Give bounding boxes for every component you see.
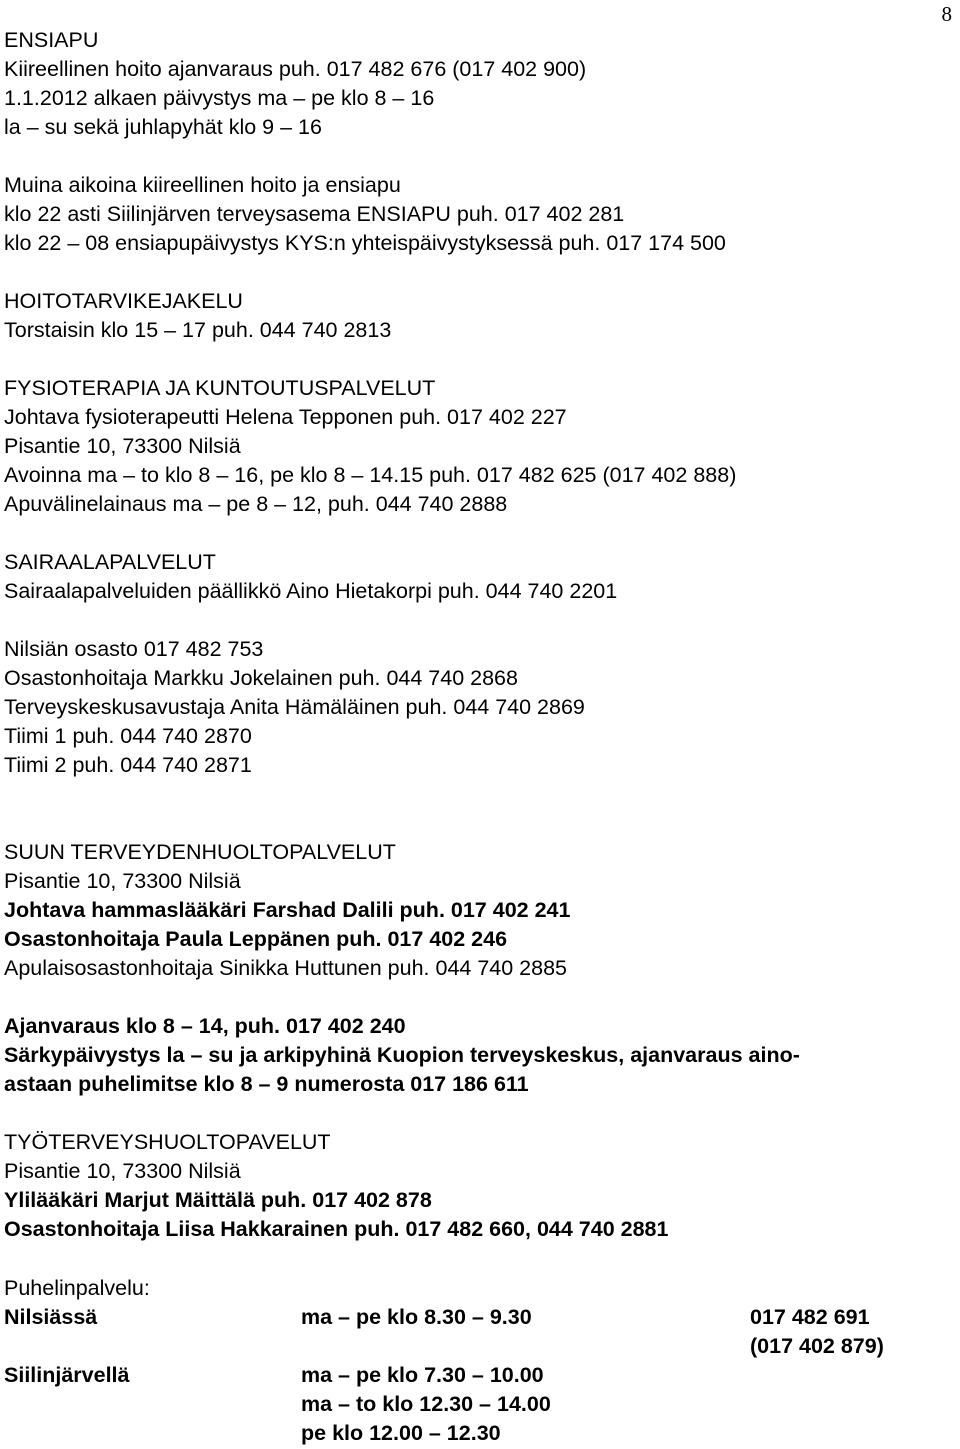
fysio-line: Pisantie 10, 73300 Nilsiä [4, 434, 241, 458]
suun-bold-line: Osastonhoitaja Paula Leppänen puh. 017 402 246 [4, 927, 508, 951]
puhelin-phone-nilsia: 017 482 691 [750, 1305, 870, 1329]
hoitotarvike-heading: HOITOTARVIKEJAKELU [4, 289, 243, 313]
sairaala-line: Osastonhoitaja Markku Jokelainen puh. 044 740 2868 [4, 666, 518, 690]
sairaala-line: Terveyskeskusavustaja Anita Hämäläinen puh. 044 740 2869 [4, 695, 585, 719]
puhelin-time-siilinjarvi: ma – to klo 12.30 – 14.00 [301, 1392, 551, 1416]
puhelin-heading: Puhelinpalvelu: [4, 1276, 150, 1300]
sairaala-line: Tiimi 2 puh. 044 740 2871 [4, 753, 252, 777]
tyo-address: Pisantie 10, 73300 Nilsiä [4, 1159, 241, 1183]
suun-plain-line: Apulaisosastonhoitaja Sinikka Huttunen puh. 044 740 2885 [4, 956, 567, 980]
puhelin-phone2-nilsia: (017 402 879) [750, 1334, 884, 1358]
fysio-line: Avoinna ma – to klo 8 – 16, pe klo 8 – 14.15 puh. 017 482 625 (017 402 888) [4, 463, 737, 487]
puhelin-time-siilinjarvi: pe klo 12.00 – 12.30 [301, 1421, 501, 1445]
tyo-heading: TYÖTERVEYSHUOLTOPAVELUT [4, 1130, 331, 1154]
suun-pain-line: Särkypäivystys la – su ja arkipyhinä Kuopion terveyskeskus, ajanvaraus aino- [4, 1043, 800, 1067]
puhelin-time-siilinjarvi: ma – pe klo 7.30 – 10.00 [301, 1363, 544, 1387]
ensiapu-heading: ENSIAPU [4, 28, 99, 52]
suun-booking: Ajanvaraus klo 8 – 14, puh. 017 402 240 [4, 1014, 406, 1038]
sairaala-line: Tiimi 1 puh. 044 740 2870 [4, 724, 252, 748]
fysio-heading: FYSIOTERAPIA JA KUNTOUTUSPALVELUT [4, 376, 436, 400]
page-number: 8 [941, 2, 952, 26]
ensiapu-other-line: klo 22 – 08 ensiapupäivystys KYS:n yhteispäivystyksessä puh. 017 174 500 [4, 231, 726, 255]
ensiapu-line: Kiireellinen hoito ajanvaraus puh. 017 482 676 (017 402 900) [4, 57, 587, 81]
sairaala-lead: Sairaalapalveluiden päällikkö Aino Hietakorpi puh. 044 740 2201 [4, 579, 618, 603]
puhelin-time-nilsia: ma – pe klo 8.30 – 9.30 [301, 1305, 532, 1329]
suun-address: Pisantie 10, 73300 Nilsiä [4, 869, 241, 893]
puhelin-place-siilinjarvi: Siilinjärvellä [4, 1363, 130, 1387]
hoitotarvike-line: Torstaisin klo 15 – 17 puh. 044 740 2813 [4, 318, 392, 342]
ensiapu-other-line: klo 22 asti Siilinjärven terveysasema ENSIAPU puh. 017 402 281 [4, 202, 625, 226]
fysio-lead: Johtava fysioterapeutti Helena Tepponen puh. 017 402 227 [4, 405, 567, 429]
suun-pain-line: astaan puhelimitse klo 8 – 9 numerosta 017 186 611 [4, 1072, 529, 1096]
suun-bold-line: Johtava hammaslääkäri Farshad Dalili puh. 017 402 241 [4, 898, 571, 922]
tyo-bold-line: Ylilääkäri Marjut Mäittälä puh. 017 402 878 [4, 1188, 432, 1212]
tyo-bold-line: Osastonhoitaja Liisa Hakkarainen puh. 017 482 660, 044 740 2881 [4, 1217, 669, 1241]
fysio-line: Apuvälinelainaus ma – pe 8 – 12, puh. 044 740 2888 [4, 492, 508, 516]
ensiapu-line: la – su sekä juhlapyhät klo 9 – 16 [4, 115, 322, 139]
puhelin-place-nilsia: Nilsiässä [4, 1305, 98, 1329]
ensiapu-other-line: Muina aikoina kiireellinen hoito ja ensiapu [4, 173, 401, 197]
ensiapu-line: 1.1.2012 alkaen päivystys ma – pe klo 8 – 16 [4, 86, 435, 110]
sairaala-ward: Nilsiän osasto 017 482 753 [4, 637, 264, 661]
sairaala-heading: SAIRAALAPALVELUT [4, 550, 216, 574]
suun-heading: SUUN TERVEYDENHUOLTOPALVELUT [4, 840, 396, 864]
